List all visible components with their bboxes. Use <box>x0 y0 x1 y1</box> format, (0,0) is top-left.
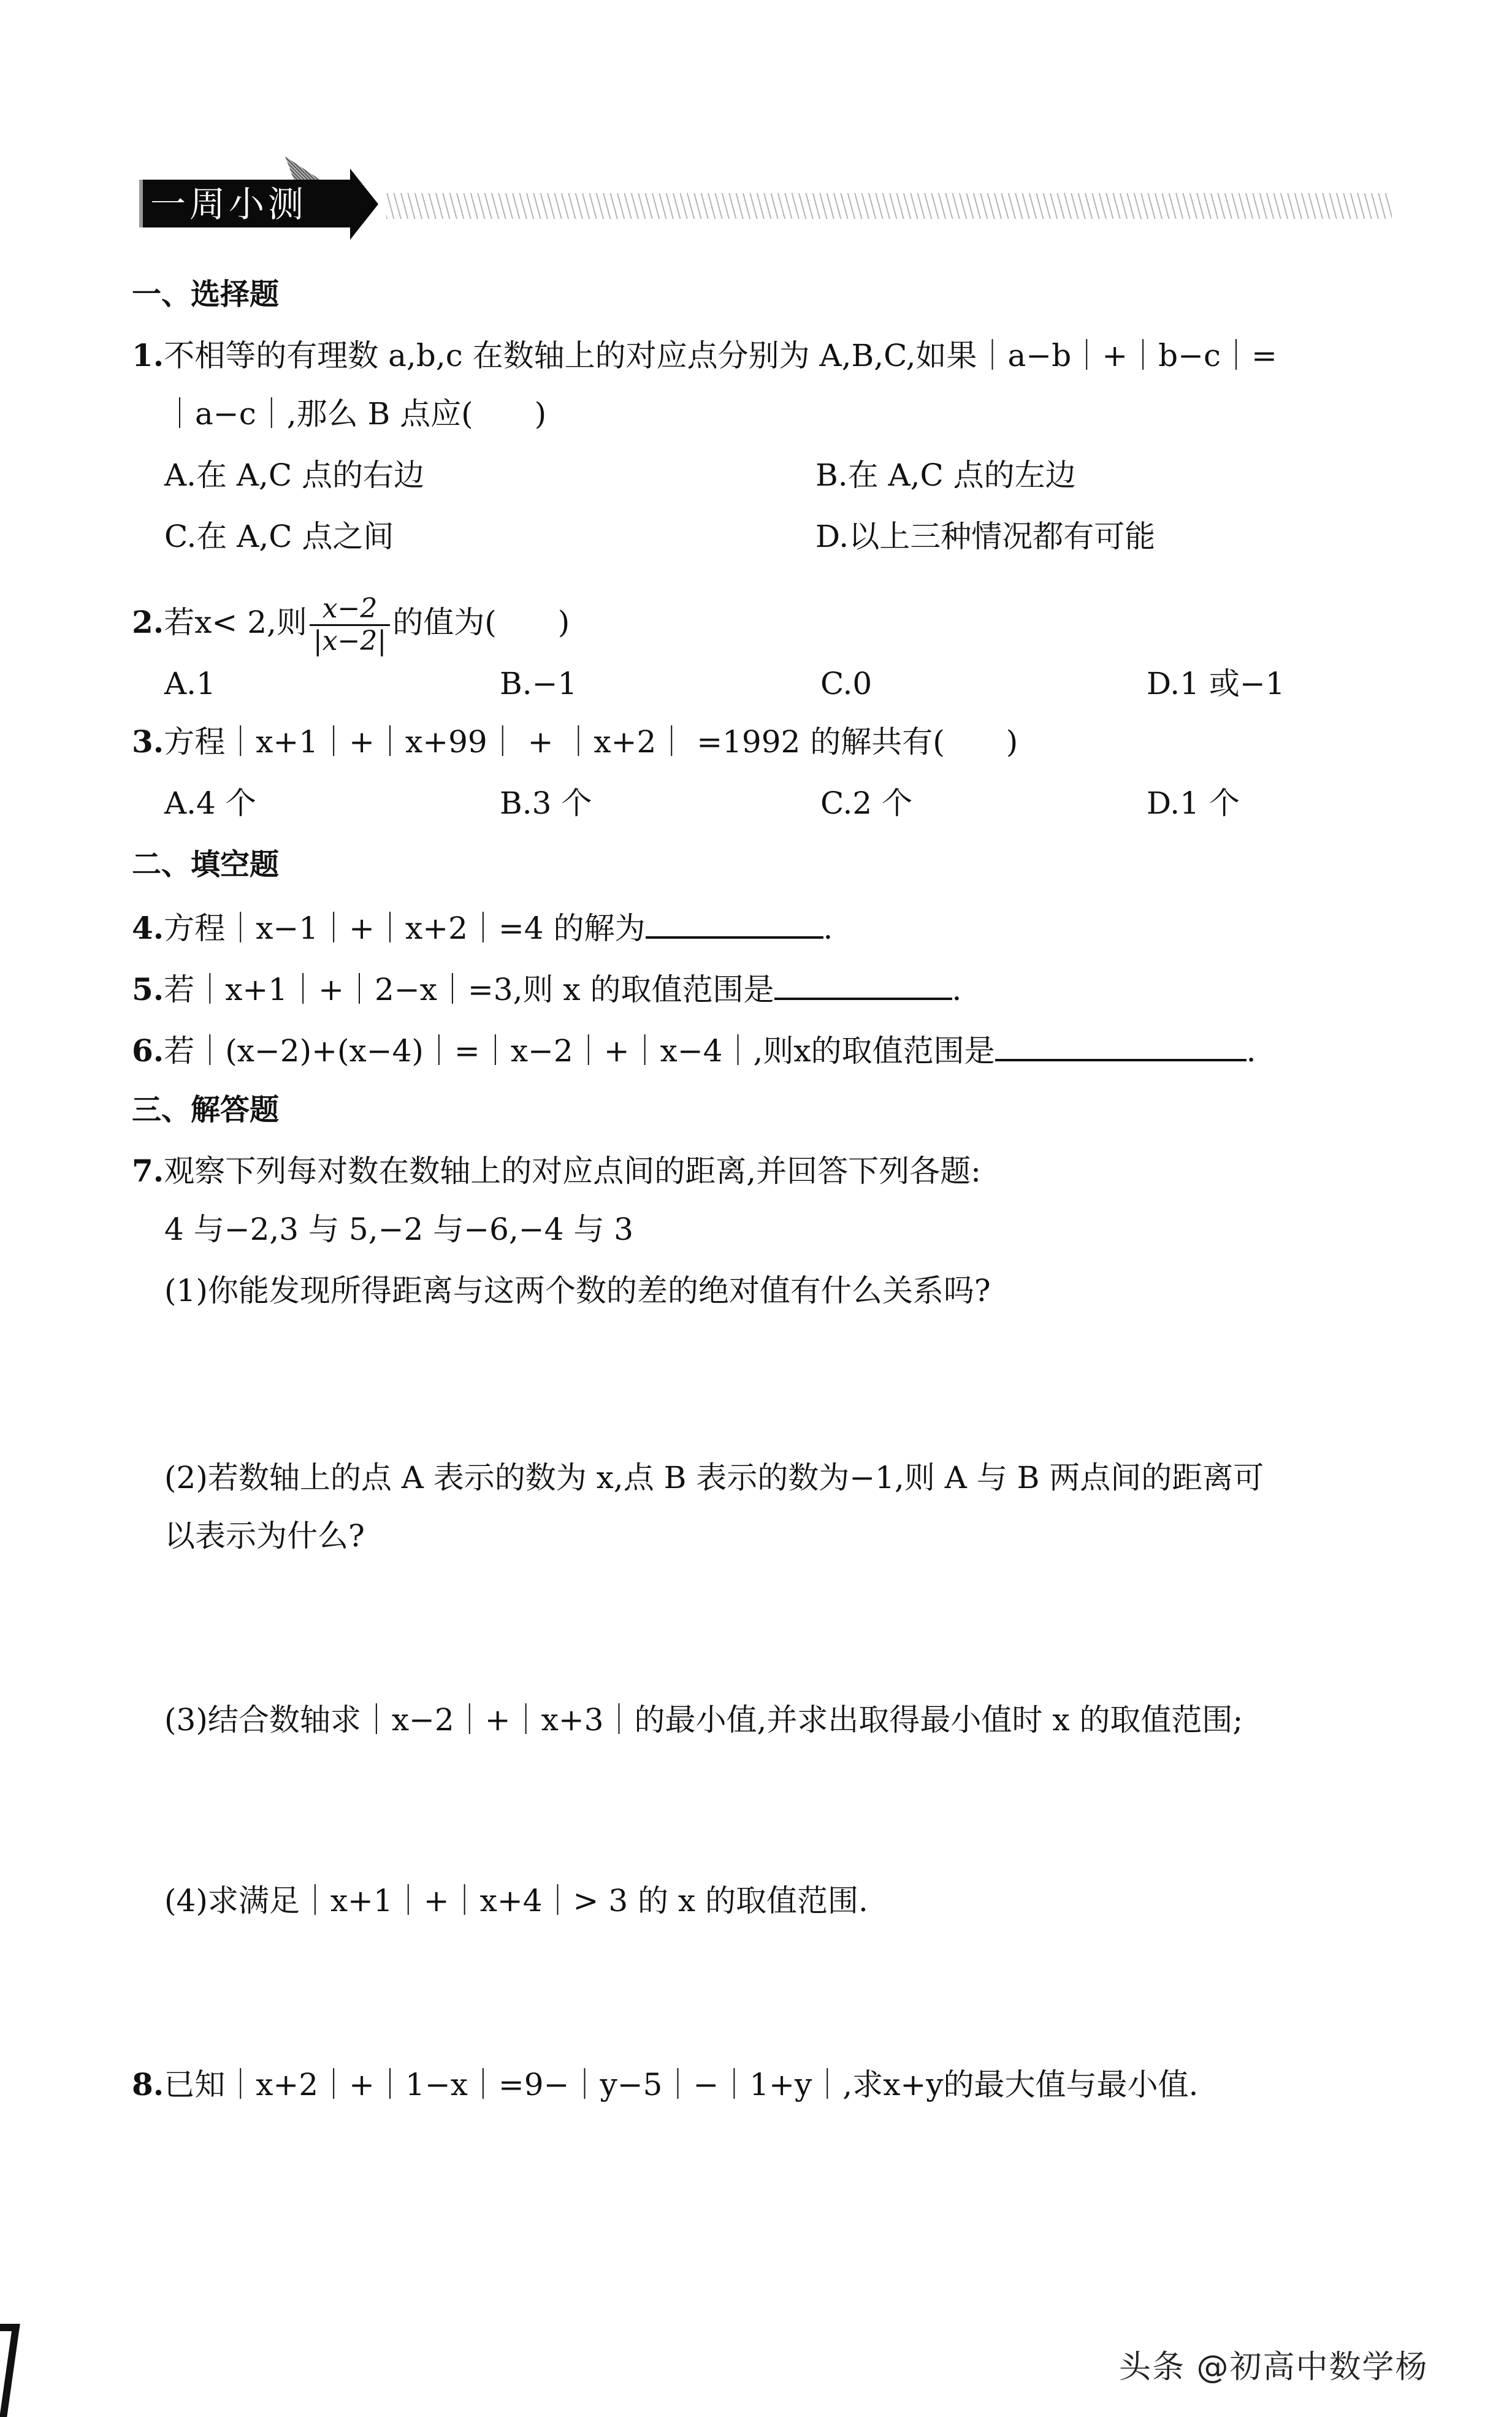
question-7-part-3: (3)结合数轴求｜x−2｜+｜x+3｜的最小值,并求出取得最小值时 x 的取值范围; <box>164 1702 1243 1738</box>
question-text: 观察下列每对数在数轴上的对应点间的距离,并回答下列各题: <box>164 1153 981 1189</box>
answer-blank[interactable] <box>995 1027 1247 1061</box>
q2-option-c[interactable]: C.0 <box>820 666 872 701</box>
question-number: 3. <box>132 724 164 760</box>
question-number: 4. <box>132 910 164 946</box>
banner-hatch-decoration <box>386 193 1392 219</box>
question-7-part-2-line-1: (2)若数轴上的点 A 表示的数为 x,点 B 表示的数为−1,则 A 与 B 两点间的距离可 <box>164 1460 1264 1495</box>
question-text: 方程｜x−1｜+｜x+2｜=4 的解为 <box>164 911 646 946</box>
fraction-numerator: x−2 <box>310 594 390 626</box>
question-4 <box>132 904 833 950</box>
q3-option-c[interactable]: C.2 个 <box>820 785 913 821</box>
answer-blank[interactable] <box>774 966 952 1000</box>
question-number: 1. <box>132 337 164 373</box>
section-heading-fill: 二、填空题 <box>132 847 280 882</box>
fraction-denominator: |x−2| <box>313 625 387 657</box>
question-1-line-1 <box>132 334 1277 377</box>
q1-option-b[interactable]: B.在 A,C 点的左边 <box>815 457 1076 493</box>
section-banner <box>132 156 1389 242</box>
question-text: 方程｜x+1｜+｜x+99｜ + ｜x+2｜ =1992 的解共有( ) <box>164 724 1018 760</box>
question-number: 5. <box>132 971 164 1007</box>
q1-option-d[interactable]: D.以上三种情况都有可能 <box>815 519 1156 554</box>
banner-shadow <box>138 156 322 181</box>
period: . <box>823 911 833 946</box>
question-7-part-2-line-2: 以表示为什么? <box>164 1518 365 1554</box>
question-text-suffix: 的值为( ) <box>392 605 570 640</box>
answer-blank[interactable] <box>646 904 823 939</box>
question-number: 2. <box>132 604 164 640</box>
banner-title: 一周小测 <box>150 183 308 225</box>
question-7 <box>132 1150 981 1193</box>
section-heading-answer: 三、解答题 <box>132 1093 280 1127</box>
watermark: 头条 @初高中数学杨 <box>1119 2349 1429 2386</box>
question-text: 不相等的有理数 a,b,c 在数轴上的对应点分别为 A,B,C,如果｜a−b｜+｜b−c｜= <box>164 338 1277 373</box>
question-7-pairs: 4 与−2,3 与 5,−2 与−6,−4 与 3 <box>164 1212 634 1247</box>
question-2 <box>132 586 570 659</box>
q1-option-a[interactable]: A.在 A,C 点的右边 <box>164 457 425 493</box>
question-number: 6. <box>132 1033 164 1069</box>
question-text-prefix: 若x< 2,则 <box>164 605 307 640</box>
q3-option-a[interactable]: A.4 个 <box>164 785 256 821</box>
arrow-right-icon <box>350 169 378 240</box>
question-text: 若｜x+1｜+｜2−x｜=3,则 x 的取值范围是 <box>164 972 774 1007</box>
question-3 <box>132 720 1018 763</box>
q3-option-b[interactable]: B.3 个 <box>500 785 592 821</box>
question-number: 7. <box>132 1153 164 1189</box>
q1-option-c[interactable]: C.在 A,C 点之间 <box>164 519 394 554</box>
question-6 <box>132 1027 1256 1072</box>
section-heading-choice: 一、选择题 <box>132 277 280 311</box>
question-1-line-2: ｜a−c｜,那么 B 点应( ) <box>164 396 547 432</box>
q2-option-d[interactable]: D.1 或−1 <box>1147 666 1285 701</box>
question-7-part-1: (1)你能发现所得距离与这两个数的差的绝对值有什么关系吗? <box>164 1273 991 1308</box>
question-7-part-4: (4)求满足｜x+1｜+｜x+4｜> 3 的 x 的取值范围. <box>164 1883 868 1919</box>
question-5 <box>132 966 961 1011</box>
question-number: 8. <box>132 2066 164 2102</box>
q3-option-d[interactable]: D.1 个 <box>1147 785 1240 821</box>
page-corner-mark <box>0 2324 20 2417</box>
question-text: 若｜(x−2)+(x−4)｜=｜x−2｜+｜x−4｜,则x的取值范围是 <box>164 1033 995 1069</box>
fraction <box>310 594 390 657</box>
period: . <box>952 972 962 1007</box>
q2-option-b[interactable]: B.−1 <box>500 666 578 701</box>
period: . <box>1246 1033 1256 1069</box>
q2-option-a[interactable]: A.1 <box>164 666 216 701</box>
question-8 <box>132 2063 1198 2106</box>
question-text: 已知｜x+2｜+｜1−x｜=9−｜y−5｜−｜1+y｜,求x+y的最大值与最小值. <box>164 2067 1199 2102</box>
